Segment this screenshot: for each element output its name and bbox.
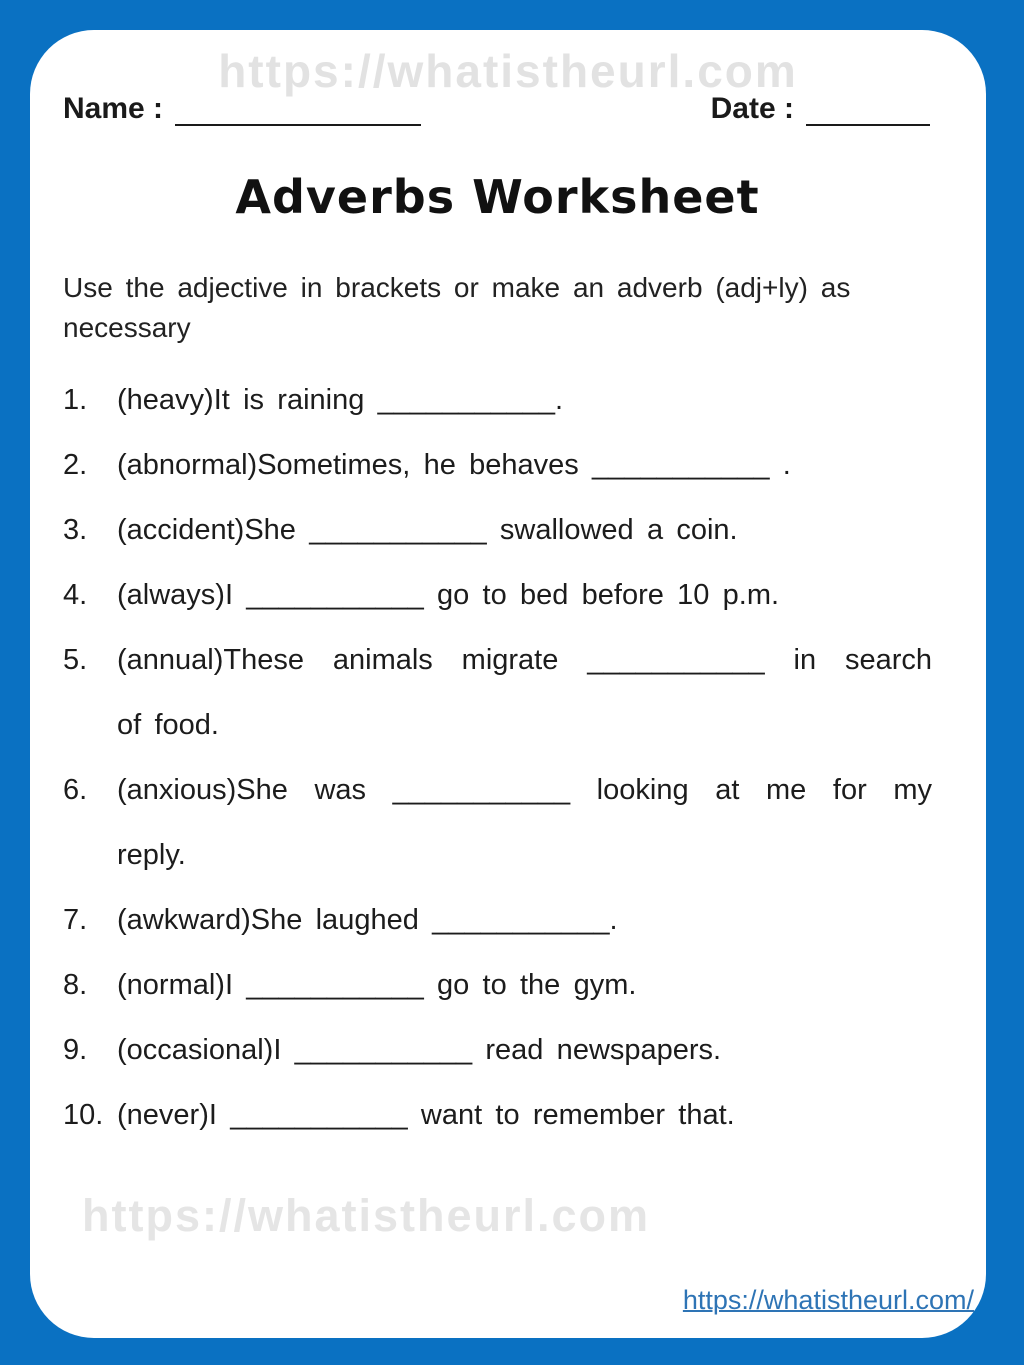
instructions-line-2: necessary — [63, 312, 191, 343]
question-item-4 — [63, 563, 932, 628]
item-number: 10. — [63, 1099, 104, 1131]
bottom-watermark: https://whatistheurl.com — [82, 1190, 651, 1241]
date-label: Date : — [710, 92, 794, 125]
item-line: (occasional)I ___________ read newspapers. — [117, 1034, 722, 1066]
item-line: (abnormal)Sometimes, he behaves ___________ . — [117, 449, 791, 481]
item-line: (heavy)It is raining ___________. — [117, 384, 564, 416]
date-blank-line — [806, 86, 930, 126]
item-number: 6. — [63, 774, 88, 806]
item-number: 1. — [63, 384, 88, 416]
item-text — [117, 628, 932, 758]
date-field — [711, 86, 930, 126]
item-line: (never)I ___________ want to remember that. — [117, 1099, 735, 1131]
instructions — [63, 268, 932, 348]
name-label: Name : — [63, 92, 164, 125]
name-field — [63, 86, 421, 126]
item-line: (awkward)She laughed ___________. — [117, 904, 618, 936]
item-line-continuation: of food. — [117, 709, 219, 741]
item-number: 4. — [63, 579, 88, 611]
question-item-7 — [63, 888, 932, 953]
item-text — [117, 433, 932, 498]
item-number: 8. — [63, 969, 88, 1001]
item-number: 9. — [63, 1034, 88, 1066]
question-item-8 — [63, 953, 932, 1018]
item-text — [117, 758, 932, 888]
question-item-3 — [63, 498, 932, 563]
item-text — [117, 498, 932, 563]
question-item-6 — [63, 758, 932, 888]
item-text — [117, 953, 932, 1018]
item-number: 5. — [63, 644, 88, 676]
name-date-row — [63, 30, 930, 126]
item-text — [117, 1083, 932, 1148]
page-title: Adverbs Worksheet — [235, 170, 760, 224]
item-text — [117, 563, 932, 628]
question-list — [63, 368, 932, 1148]
item-text — [117, 888, 932, 953]
worksheet-page — [30, 30, 986, 1338]
footer-site-link[interactable]: https://whatistheurl.com/ — [682, 1285, 974, 1315]
instructions-line-1: Use the adjective in brackets or make an adverb (adj+ly) as — [63, 272, 851, 303]
name-blank-line — [175, 86, 421, 126]
item-number: 2. — [63, 449, 88, 481]
top-watermark: https://whatistheurl.com — [218, 45, 798, 97]
item-text — [117, 1018, 932, 1083]
item-line-continuation: reply. — [117, 839, 186, 871]
item-number: 7. — [63, 904, 88, 936]
item-line: (always)I ___________ go to bed before 10 p.m. — [117, 579, 780, 611]
question-item-9 — [63, 1018, 932, 1083]
item-text — [117, 368, 932, 433]
page-content — [30, 30, 986, 1148]
item-line: (normal)I ___________ go to the gym. — [117, 969, 637, 1001]
item-number: 3. — [63, 514, 88, 546]
item-line: (annual)These animals migrate ___________ in search — [117, 644, 932, 676]
question-item-1 — [63, 368, 932, 433]
item-line: (accident)She ___________ swallowed a coin. — [117, 514, 738, 546]
question-item-5 — [63, 628, 932, 758]
question-item-10 — [63, 1083, 932, 1148]
item-line: (anxious)She was ___________ looking at me for my — [117, 774, 932, 806]
question-item-2 — [63, 433, 932, 498]
